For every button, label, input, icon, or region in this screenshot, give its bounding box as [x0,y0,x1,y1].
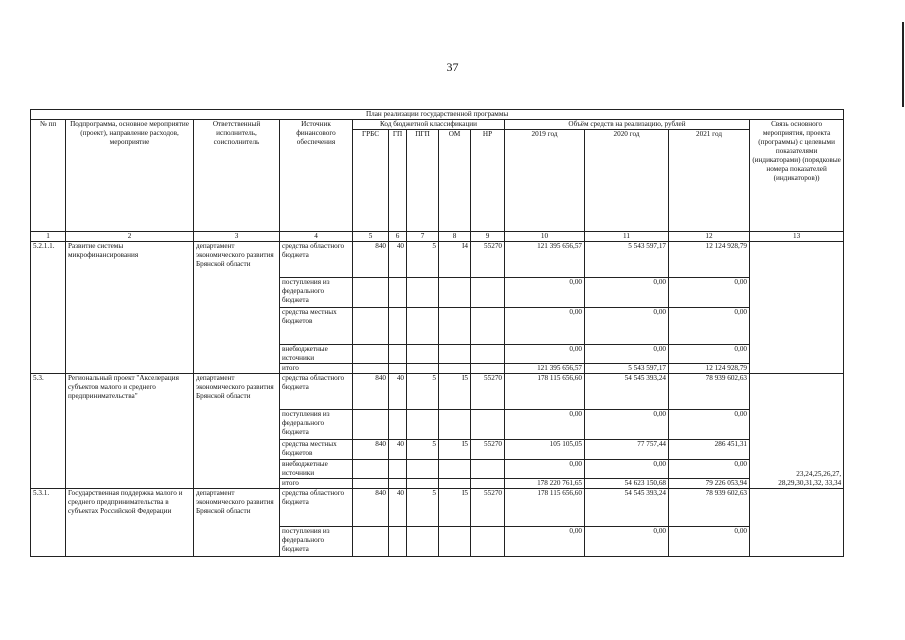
code-gp: 40 [389,374,407,410]
code-gp: 40 [389,242,407,278]
code-np: 55270 [471,489,505,527]
column-number: 13 [750,232,844,242]
code-gp [389,308,407,345]
page-edge-line [902,22,904,107]
program-name: Развитие системы микрофинансирования [66,242,194,374]
table-row [31,489,844,527]
amount-y2021: 12 124 928,79 [669,242,750,278]
column-number: 7 [407,232,439,242]
header-responsible: Ответственный исполнитель, соисполнитель [194,120,280,232]
program-name: Государственная поддержка малого и среднего предпринимательства в субъектах Российской Федерации [66,489,194,557]
code-om [439,460,471,479]
funding-source: средства местных бюджетов [280,440,353,460]
amount-y2021: 79 226 053,94 [669,479,750,489]
header-program: Подпрограмма, основное мероприятие (проект), направление расходов, мероприятие [66,120,194,232]
code-np [471,364,505,374]
code-gp: 40 [389,489,407,527]
amount-y2019: 178 115 656,60 [505,489,585,527]
amount-y2021: 0,00 [669,527,750,557]
column-number: 11 [585,232,669,242]
code-gp [389,527,407,557]
header-no: № пп [31,120,66,232]
code-om [439,278,471,308]
code-gp [389,278,407,308]
amount-y2019: 121 395 656,57 [505,364,585,374]
code-pgp [407,460,439,479]
header-om: ОМ [439,130,471,232]
indicator-link: 23,24,25,26,27, 28,29,30,31,32, 33,34 [750,374,844,489]
column-number: 4 [280,232,353,242]
code-om [439,364,471,374]
indicator-link [750,242,844,374]
code-pgp: 5 [407,440,439,460]
header-2021: 2021 год [669,130,750,232]
amount-y2019: 0,00 [505,345,585,364]
column-number: 3 [194,232,280,242]
funding-source: средства областного бюджета [280,489,353,527]
code-pgp [407,479,439,489]
code-np: 55270 [471,374,505,410]
code-np [471,460,505,479]
funding-source: поступления из федерального бюджета [280,527,353,557]
code-pgp: 5 [407,489,439,527]
amount-y2020: 5 543 597,17 [585,242,669,278]
column-number: 8 [439,232,471,242]
amount-y2019: 0,00 [505,308,585,345]
amount-y2020: 54 545 393,24 [585,374,669,410]
table-row [31,242,844,278]
column-number: 2 [66,232,194,242]
code-om: I5 [439,374,471,410]
code-pgp [407,410,439,440]
amount-y2021: 0,00 [669,308,750,345]
code-om: I5 [439,489,471,527]
code-grbs [353,527,389,557]
row-number: 5.2.1.1. [31,242,66,374]
amount-y2020: 77 757,44 [585,440,669,460]
header-budget-code: Код бюджетной классификации [353,120,505,130]
header-pgp: ПГП [407,130,439,232]
header-link: Связь основного мероприятия, проекта (программы) с целевыми показателями (индикаторами) (порядковые номера показателей (индикаторов)) [750,120,844,232]
amount-y2021: 286 451,31 [669,440,750,460]
funding-source: поступления из федерального бюджета [280,278,353,308]
code-om: I4 [439,242,471,278]
amount-y2021: 78 939 602,63 [669,489,750,527]
code-gp: 40 [389,440,407,460]
header-funds: Объём средств на реализацию, рублей [505,120,750,130]
funding-source: поступления из федерального бюджета [280,410,353,440]
code-grbs [353,364,389,374]
code-pgp [407,345,439,364]
code-np [471,345,505,364]
amount-y2020: 0,00 [585,278,669,308]
amount-y2021: 78 939 602,63 [669,374,750,410]
column-number: 10 [505,232,585,242]
code-om [439,345,471,364]
amount-y2020: 5 543 597,17 [585,364,669,374]
code-grbs: 840 [353,242,389,278]
amount-y2019: 105 105,05 [505,440,585,460]
code-pgp [407,527,439,557]
program-name: Региональный проект "Акселерация субъектов малого и среднего предпринимательства" [66,374,194,489]
plan-table [30,109,844,557]
funding-source: средства местных бюджетов [280,308,353,345]
code-om [439,527,471,557]
column-number: 12 [669,232,750,242]
amount-y2020: 54 623 150,68 [585,479,669,489]
funding-source: итого [280,479,353,489]
funding-source: внебюджетные источники [280,460,353,479]
header-2020: 2020 год [585,130,669,232]
code-grbs: 840 [353,440,389,460]
amount-y2021: 0,00 [669,278,750,308]
code-grbs [353,308,389,345]
code-grbs [353,410,389,440]
code-grbs [353,479,389,489]
code-np [471,527,505,557]
code-pgp: 5 [407,242,439,278]
code-pgp [407,278,439,308]
header-grbs: ГРБС [353,130,389,232]
amount-y2020: 0,00 [585,345,669,364]
row-number: 5.3. [31,374,66,489]
code-gp [389,460,407,479]
code-np: 55270 [471,242,505,278]
code-grbs [353,345,389,364]
funding-source: внебюджетные источники [280,345,353,364]
indicator-link [750,489,844,557]
amount-y2020: 0,00 [585,460,669,479]
header-gp: ГП [389,130,407,232]
code-gp [389,479,407,489]
code-gp [389,345,407,364]
code-pgp: 5 [407,374,439,410]
plan-table-body [31,242,844,557]
header-source: Источник финансового обеспечения [280,120,353,232]
amount-y2020: 0,00 [585,410,669,440]
code-grbs: 840 [353,489,389,527]
code-np [471,308,505,345]
code-np: 55270 [471,440,505,460]
amount-y2019: 121 395 656,57 [505,242,585,278]
table-title: План реализации государственной программы [31,110,844,120]
amount-y2021: 0,00 [669,345,750,364]
code-np [471,278,505,308]
amount-y2020: 0,00 [585,527,669,557]
column-number: 6 [389,232,407,242]
column-number: 1 [31,232,66,242]
code-grbs: 840 [353,374,389,410]
amount-y2021: 0,00 [669,410,750,440]
amount-y2020: 54 545 393,24 [585,489,669,527]
amount-y2019: 0,00 [505,460,585,479]
amount-y2021: 0,00 [669,460,750,479]
code-om [439,308,471,345]
code-grbs [353,278,389,308]
code-gp [389,364,407,374]
column-number: 5 [353,232,389,242]
funding-source: средства областного бюджета [280,242,353,278]
code-np [471,410,505,440]
code-gp [389,410,407,440]
row-number: 5.3.1. [31,489,66,557]
amount-y2019: 178 115 656,60 [505,374,585,410]
page-number: 37 [446,60,459,74]
responsible-executor: департамент экономического развития Брянской области [194,242,280,374]
code-pgp [407,364,439,374]
code-grbs [353,460,389,479]
code-om [439,410,471,440]
funding-source: средства областного бюджета [280,374,353,410]
funding-source: итого [280,364,353,374]
amount-y2019: 0,00 [505,410,585,440]
column-number: 9 [471,232,505,242]
amount-y2019: 0,00 [505,527,585,557]
header-np: НР [471,130,505,232]
responsible-executor: департамент экономического развития Брянской области [194,489,280,557]
code-pgp [407,308,439,345]
amount-y2021: 12 124 928,79 [669,364,750,374]
code-om [439,479,471,489]
code-np [471,479,505,489]
table-row [31,374,844,410]
responsible-executor: департамент экономического развития Брянской области [194,374,280,489]
amount-y2019: 0,00 [505,278,585,308]
amount-y2019: 178 220 761,65 [505,479,585,489]
header-2019: 2019 год [505,130,585,232]
code-om: I5 [439,440,471,460]
amount-y2020: 0,00 [585,308,669,345]
